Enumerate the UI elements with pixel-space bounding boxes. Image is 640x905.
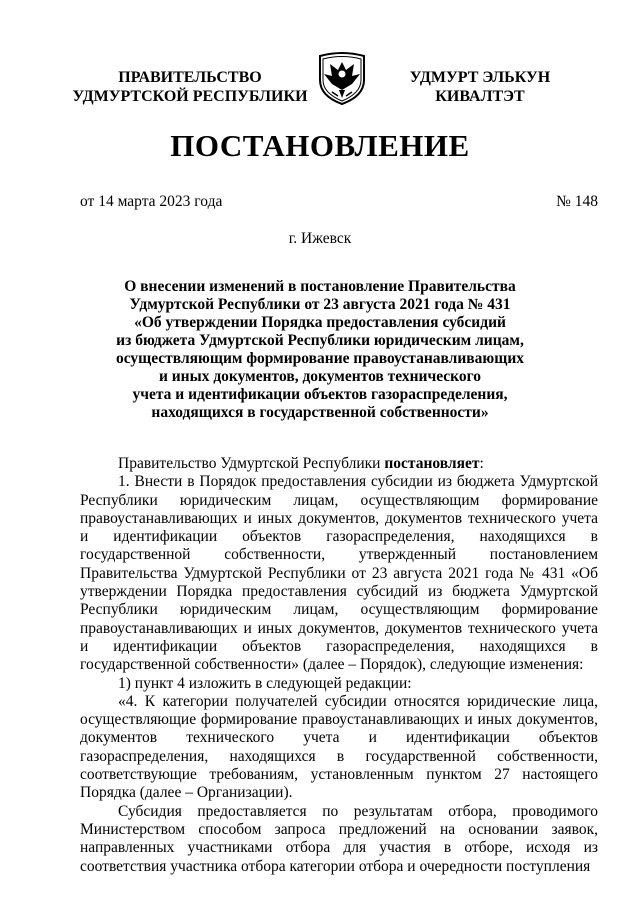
document-heading: [90, 278, 550, 422]
issuer-name-udmurt: [385, 68, 575, 106]
issuer-name-line: ПРАВИТЕЛЬСТВО: [118, 69, 262, 86]
document-city: г. Ижевск: [288, 230, 352, 247]
heading-line: осуществляющим формирование правоустанавливающих: [115, 350, 525, 367]
document-body: [80, 455, 598, 876]
document-number: № 148: [556, 193, 598, 210]
coat-of-arms-emblem: [314, 50, 370, 106]
heading-line: «Об утверждении Порядка предоставления субсидий: [134, 314, 506, 331]
document-date: от 14 марта 2023 года: [80, 193, 223, 210]
paragraph-3: «4. К категории получателей субсидии относятся юридические лица, осуществляющие формирование правоустанавливающих и иных документов, документов технического учета и идентификации объектов газораспределения, находящихся в государственной собственности, соответствующие требованиям, установленным пунктом 27 настоящего Порядка (далее – Организации).: [80, 692, 598, 802]
intro-paragraph: [80, 455, 598, 473]
issuer-name-line: УДМУРТСКОЙ РЕСПУБЛИКИ: [72, 88, 308, 105]
intro-colon: :: [479, 455, 484, 472]
paragraph-4: Субсидия предоставляется по результатам отбора, проводимого Министерством способом запроса предложений на основании заявок, направленных участниками отбора для участия в отборе, исходя из соответствия участника отбора категории отбора и очередности поступления: [80, 802, 598, 875]
heading-line: и иных документов, документов технического: [158, 368, 482, 385]
intro-keyword: постановляет: [384, 455, 480, 472]
paragraph-1: 1. Внести в Порядок предоставления субсидии из бюджета Удмуртской Республики юридическим лицам, осуществляющим формирование правоустанавливающих и иных документов, документов технического учета и идентификации объектов газораспределения, находящихся в государственной собственности, утвержденный постановлением Правительства Удмуртской Республики от 23 августа 2021 года № 431 «Об утверждении Порядка предоставления субсидий из бюджета Удмуртской Республики юридическим лицам, осуществляющим формирование правоустанавливающих и иных документов, документов технического учета и идентификации объектов газораспределения, находящихся в государственной собственности» (далее – Порядок), следующие изменения:: [80, 473, 598, 674]
heading-line: Удмуртской Республики от 23 августа 2021 года № 431: [129, 296, 511, 313]
intro-text: Правительство Удмуртской Республики: [118, 455, 385, 472]
document-title: ПОСТАНОВЛЕНИЕ: [170, 128, 470, 163]
heading-line: О внесении изменений в постановление Правительства: [124, 278, 516, 295]
heading-line: находящихся в государственной собственности»: [151, 404, 489, 421]
heading-line: из бюджета Удмуртской Республики юридическим лицам,: [116, 332, 524, 349]
issuer-name-line: УДМУРТ ЭЛЬКУН: [409, 69, 551, 86]
heading-line: учета и идентификации объектов газораспределения,: [132, 386, 508, 403]
issuer-name-line: КИВАЛТЭТ: [435, 88, 525, 105]
issuer-name-russian: [60, 68, 320, 106]
paragraph-2: 1) пункт 4 изложить в следующей редакции:: [118, 674, 412, 692]
